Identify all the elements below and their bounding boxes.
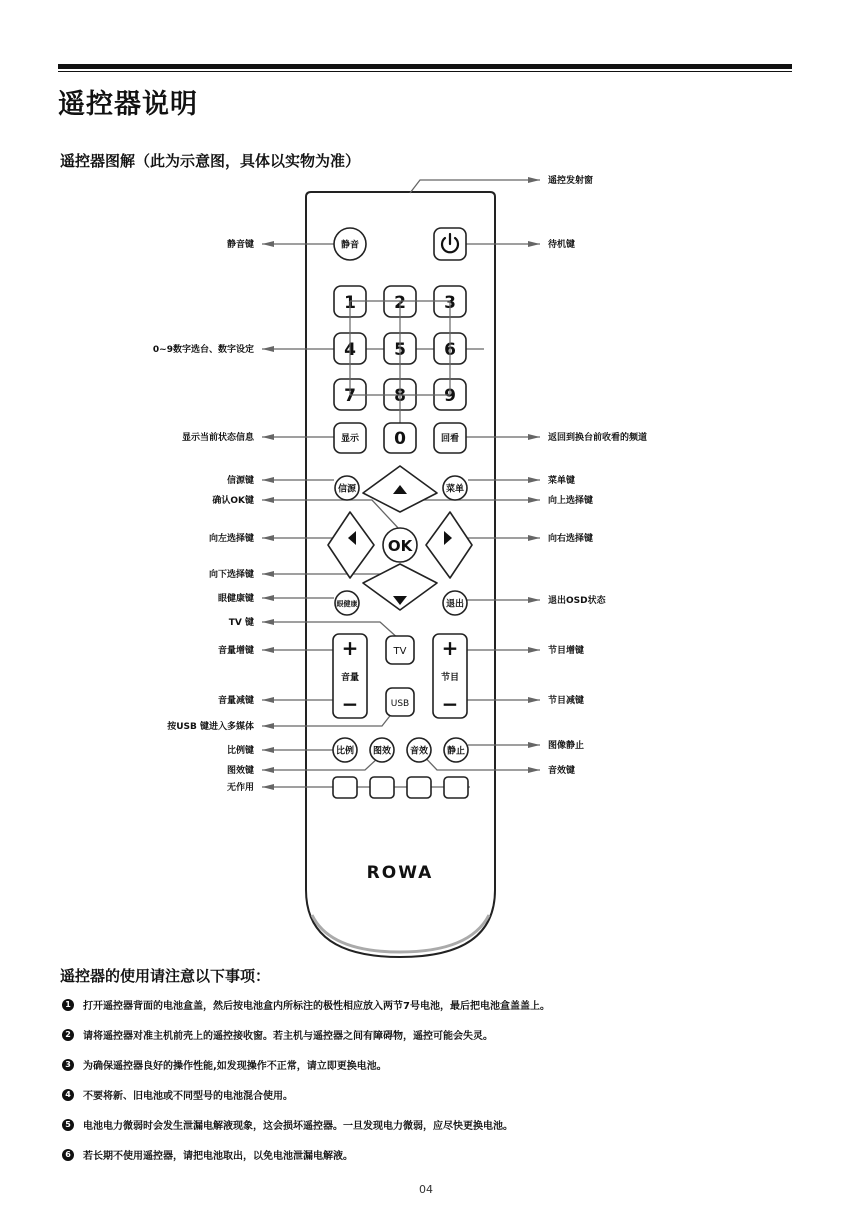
label-exit: 退出OSD状态: [548, 596, 606, 606]
digit-key-8-label: 8: [394, 386, 406, 406]
note-item: [62, 1027, 493, 1042]
power-button[interactable]: [434, 228, 466, 260]
label-right: 向右选择键: [548, 534, 594, 544]
volume-down-key[interactable]: −: [341, 692, 359, 716]
label-eye-care: 眼健康键: [217, 594, 254, 604]
note-text: 电池电力微弱时会发生泄漏电解液现象，这会损坏遥控器。一旦发现电力微弱，应尽快更换电池。: [83, 1121, 513, 1132]
blank-key-2[interactable]: [370, 777, 394, 798]
volume-rocker[interactable]: [333, 634, 367, 718]
program-rocker[interactable]: [433, 634, 467, 718]
volume-up-key[interactable]: +: [341, 636, 359, 660]
note-item: [62, 1087, 293, 1102]
eye-care-button[interactable]: [335, 591, 359, 615]
source-button[interactable]: [335, 476, 359, 500]
label-standby: 待机键: [548, 240, 576, 250]
note-item: [62, 1057, 387, 1072]
digit-key-7-label: 7: [344, 386, 356, 406]
recall-button[interactable]: [434, 423, 466, 453]
label-menu: 菜单键: [548, 476, 576, 486]
source-button-label: 信源: [337, 484, 357, 495]
digit-key-4-label: 4: [344, 340, 356, 360]
digit-key-6-label: 6: [444, 340, 456, 360]
digit-key-3-label: 3: [444, 293, 456, 313]
tv-button[interactable]: [386, 636, 414, 664]
note-text: 打开遥控器背面的电池盒盖，然后按电池盒内所标注的极性相应放入两节7号电池，最后把电池盒盖盖上。: [83, 1001, 550, 1012]
program-down-key[interactable]: −: [441, 692, 459, 716]
diagram-subtitle: 遥控器图解（此为示意图，具体以实物为准）: [60, 152, 361, 170]
blank-key-3[interactable]: [407, 777, 431, 798]
label-recall: 返回到换台前收看的频道: [548, 433, 648, 443]
tv-button-label: TV: [393, 646, 407, 657]
label-vol-up: 音量增键: [217, 646, 254, 656]
usb-button[interactable]: [386, 688, 414, 716]
program-up-key[interactable]: +: [441, 636, 459, 660]
note-bullet: 4: [62, 1089, 74, 1101]
note-item: [62, 1117, 513, 1132]
brand-logo: ROWA: [366, 863, 434, 883]
digit-key-1-label: 1: [344, 293, 356, 313]
label-display: 显示当前状态信息: [181, 433, 254, 443]
note-bullet: 3: [62, 1059, 74, 1071]
label-digits: 0~9数字选台、数字设定: [152, 345, 254, 355]
label-mute: 静音键: [226, 240, 254, 250]
display-button-label: 显示: [340, 434, 360, 444]
note-bullet: 1: [62, 999, 74, 1011]
ratio-button[interactable]: [333, 738, 357, 762]
notes-title: 遥控器的使用请注意以下事项：: [60, 967, 271, 985]
menu-button[interactable]: [443, 476, 467, 500]
display-button[interactable]: [334, 423, 366, 453]
digit-key-9-label: 9: [444, 386, 456, 406]
digit-key-5-label: 5: [394, 340, 406, 360]
label-emitter: 遥控发射窗: [548, 176, 594, 186]
label-prog-up: 节目增键: [548, 646, 585, 656]
sound-button[interactable]: [407, 738, 431, 762]
mute-button-label: 静音: [340, 240, 360, 251]
label-ratio: 比例键: [226, 746, 254, 756]
label-sound: 音效键: [548, 766, 576, 776]
note-text: 请将遥控器对准主机前壳上的遥控接收窗。若主机与遥控器之间有障碍物，遥控可能会失灵。: [83, 1031, 493, 1042]
note-bullet: 6: [62, 1149, 74, 1161]
ok-button[interactable]: [383, 528, 417, 562]
program-label: 节目: [440, 673, 460, 683]
label-usb: 按USB 键进入多媒体: [167, 722, 254, 732]
note-item: [62, 1147, 353, 1162]
mute-button[interactable]: [334, 228, 366, 260]
label-picture: 图效键: [226, 766, 254, 776]
ok-button-label: OK: [387, 537, 413, 555]
label-none: 无作用: [226, 783, 254, 793]
label-vol-down: 音量减键: [217, 696, 254, 706]
label-up: 向上选择键: [548, 496, 594, 506]
exit-button[interactable]: [443, 591, 467, 615]
exit-button-label: 退出: [445, 599, 465, 610]
page-number: 04: [419, 1183, 433, 1196]
note-text: 不要将新、旧电池或不同型号的电池混合使用。: [83, 1091, 293, 1102]
label-prog-down: 节目减键: [548, 696, 585, 706]
blank-key-4[interactable]: [444, 777, 468, 798]
volume-label: 音量: [340, 673, 360, 683]
ratio-button-label: 比例: [335, 746, 355, 757]
digit-key-2-label: 2: [394, 293, 406, 313]
picture-button[interactable]: [370, 738, 394, 762]
eye-care-button-label: 眼健康: [336, 600, 358, 608]
label-down: 向下选择键: [208, 570, 254, 580]
note-item: [62, 997, 550, 1012]
label-left: 向左选择键: [208, 534, 254, 544]
note-bullet: 5: [62, 1119, 74, 1131]
label-source: 信源键: [226, 476, 254, 486]
note-text: 为确保遥控器良好的操作性能,如发现操作不正常，请立即更换电池。: [83, 1061, 387, 1072]
digit-key-0[interactable]: [384, 423, 416, 453]
note-text: 若长期不使用遥控器，请把电池取出，以免电池泄漏电解液。: [83, 1151, 353, 1162]
recall-button-label: 回看: [440, 434, 460, 444]
label-tv: TV 键: [228, 618, 254, 628]
label-ok: 确认OK键: [212, 496, 254, 506]
page-title: 遥控器说明: [58, 89, 198, 120]
blank-key-1[interactable]: [333, 777, 357, 798]
usb-button-label: USB: [390, 699, 410, 709]
sound-button-label: 音效: [409, 746, 429, 757]
freeze-button-label: 静止: [446, 746, 466, 757]
menu-button-label: 菜单: [445, 484, 465, 495]
picture-button-label: 图效: [372, 746, 392, 757]
note-bullet: 2: [62, 1029, 74, 1041]
freeze-button[interactable]: [444, 738, 468, 762]
label-freeze: 图像静止: [548, 741, 585, 751]
digit-key-0-label: 0: [394, 429, 406, 449]
